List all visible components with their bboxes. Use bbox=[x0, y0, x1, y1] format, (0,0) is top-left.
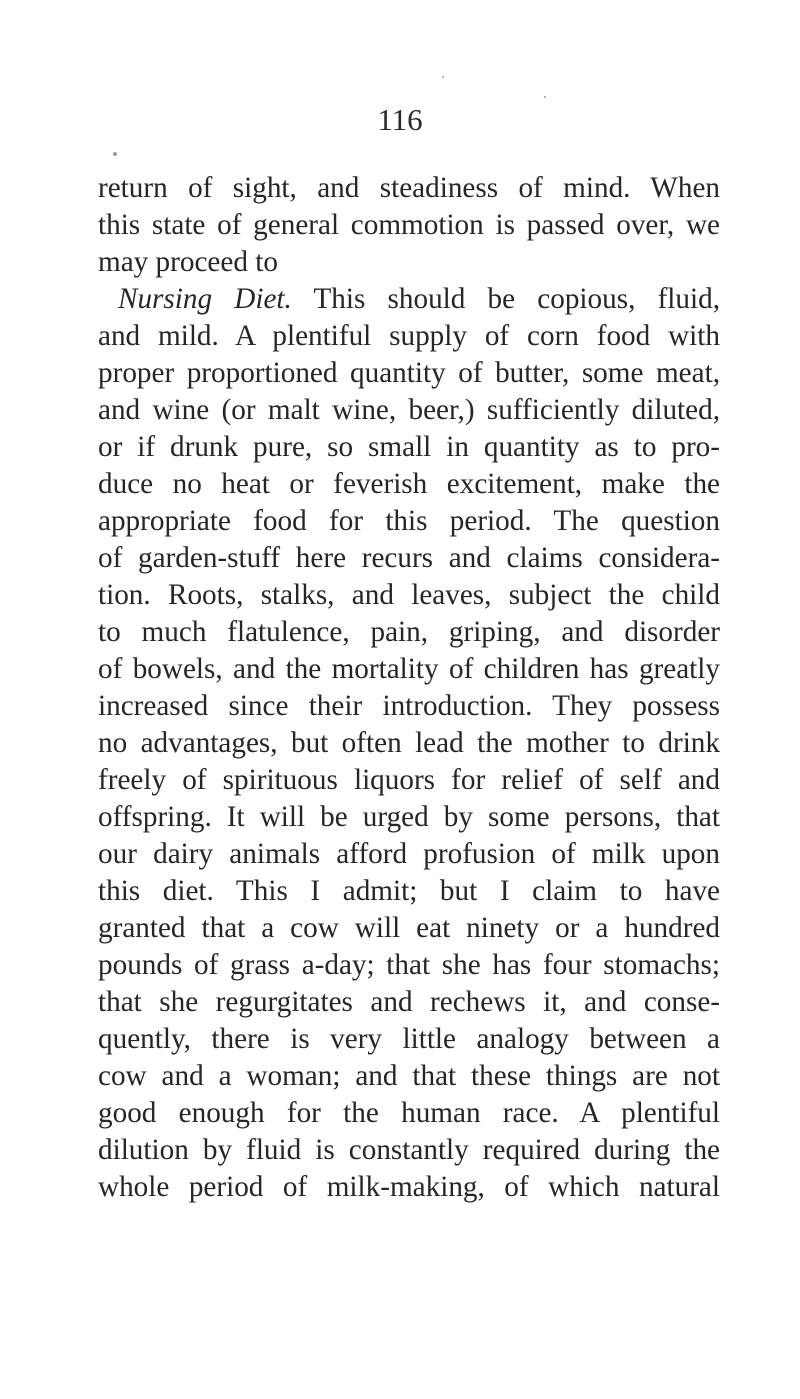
text-line: granted that a cow will eat ninety or a hundred bbox=[98, 912, 720, 944]
text-line: return of sight, and steadiness of mind. When bbox=[98, 172, 720, 204]
text-line-remainder: This should be copious, fluid, bbox=[313, 283, 720, 315]
text-line: of garden-stuff here recurs and claims considera- bbox=[98, 542, 720, 574]
text-line: that she regurgitates and rechews it, and conse- bbox=[98, 986, 720, 1018]
body-text bbox=[98, 170, 720, 1206]
text-line: dilution by fluid is constantly required during the bbox=[98, 1134, 720, 1166]
section-heading-line bbox=[98, 281, 720, 318]
text-line: duce no heat or feverish excitement, make the bbox=[98, 468, 720, 500]
text-line: tion. Roots, stalks, and leaves, subject the child bbox=[98, 579, 720, 611]
text-line: pounds of grass a-day; that she has four stomachs; bbox=[98, 949, 720, 981]
print-speck bbox=[442, 76, 444, 78]
text-line: to much flatulence, pain, griping, and disorder bbox=[98, 616, 720, 648]
page-number: 116 bbox=[377, 102, 423, 137]
text-line: cow and a woman; and that these things are not bbox=[98, 1060, 720, 1092]
text-line: this diet. This I admit; but I claim to have bbox=[98, 875, 720, 907]
text-line: quently, there is very little analogy between a bbox=[98, 1023, 720, 1055]
text-line: or if drunk pure, so small in quantity as to pro- bbox=[98, 431, 720, 463]
print-speck bbox=[544, 96, 546, 98]
section-heading: Nursing Diet. bbox=[118, 283, 292, 315]
text-line: good enough for the human race. A plentiful bbox=[98, 1097, 720, 1129]
text-line: and wine (or malt wine, beer,) sufficiently diluted, bbox=[98, 394, 720, 426]
text-line: may proceed to bbox=[98, 246, 278, 278]
text-line: whole period of milk-making, of which natural bbox=[98, 1171, 720, 1203]
text-line: this state of general commotion is passed over, we bbox=[98, 209, 720, 241]
text-line: appropriate food for this period. The question bbox=[98, 505, 720, 537]
text-line: freely of spirituous liquors for relief of self and bbox=[98, 764, 720, 796]
text-line: no advantages, but often lead the mother to drink bbox=[98, 727, 720, 759]
text-line: and mild. A plentiful supply of corn food with bbox=[98, 320, 720, 352]
print-speck bbox=[113, 152, 117, 156]
text-line: of bowels, and the mortality of children has greatly bbox=[98, 653, 720, 685]
text-line: proper proportioned quantity of butter, some meat, bbox=[98, 357, 720, 389]
text-line: increased since their introduction. They possess bbox=[98, 690, 720, 722]
text-line: offspring. It will be urged by some persons, that bbox=[98, 801, 720, 833]
text-line: our dairy animals afford profusion of milk upon bbox=[98, 838, 720, 870]
